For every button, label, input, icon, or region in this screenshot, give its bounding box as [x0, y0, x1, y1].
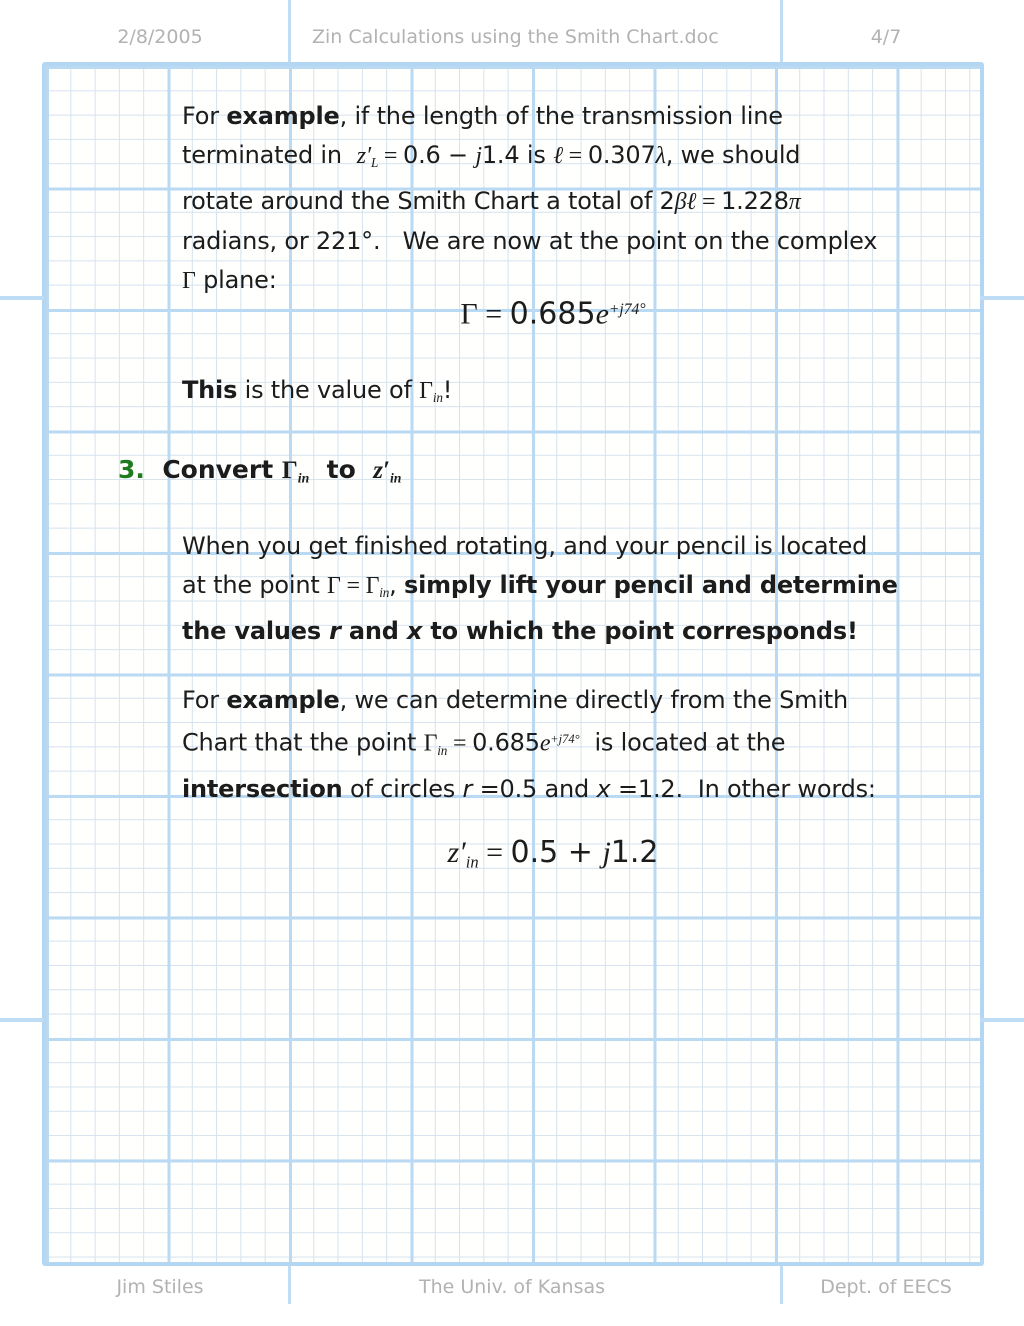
footer-author: Jim Stiles	[116, 1276, 204, 1298]
margin-tick-right-lower	[980, 1018, 1024, 1022]
footer-separator-left	[288, 1266, 291, 1304]
line-this-is-the-value: This is the value of $\Gamma_{in}$!	[182, 376, 453, 406]
paragraph-transmission-line: For example, if the length of the transmission line terminated in $z'_L = 0.6 - j1.4$ is ℓ = 0.307λ, we should rotate around the Smith Chart a total of 2βℓ = 1.228π radians, or 221°. We are now at the point on the complex Γ plane:	[182, 102, 878, 295]
equation-zin: $z'_{in} = 0.5 + j1.2$	[447, 835, 659, 872]
footer-separator-right	[780, 1266, 783, 1304]
margin-tick-left-lower	[0, 1018, 44, 1022]
equation-gamma: $\Gamma = 0.685e^{+j74^\circ}$	[460, 296, 646, 332]
header-title: Zin Calculations using the Smith Chart.doc	[312, 26, 719, 48]
section-heading-convert: 3. Convert $\Gamma_{in}$ to $z'_{in}$	[118, 455, 402, 486]
margin-tick-left-upper	[0, 296, 44, 300]
header-page-number: 4/7	[870, 26, 902, 48]
footer-university: The Univ. of Kansas	[418, 1276, 606, 1298]
header-date: 2/8/2005	[117, 26, 203, 48]
paragraph-rotating: When you get finished rotating, and your pencil is located at the point $\Gamma = \Gamma_{in}$, simply lift your pencil and determine the values r and x to which the point corresponds!	[182, 532, 898, 646]
header-separator-left	[288, 0, 291, 62]
header-separator-right	[780, 0, 783, 62]
paragraph-smith-chart: For example, we can determine directly from the Smith Chart that the point $\Gamma_{in} = 0.685e^{+j74^\circ}$ is located at the intersection of circles r =0.5 and x =1.2. In other words:	[182, 686, 876, 803]
footer-department: Dept. of EECS	[820, 1276, 952, 1298]
